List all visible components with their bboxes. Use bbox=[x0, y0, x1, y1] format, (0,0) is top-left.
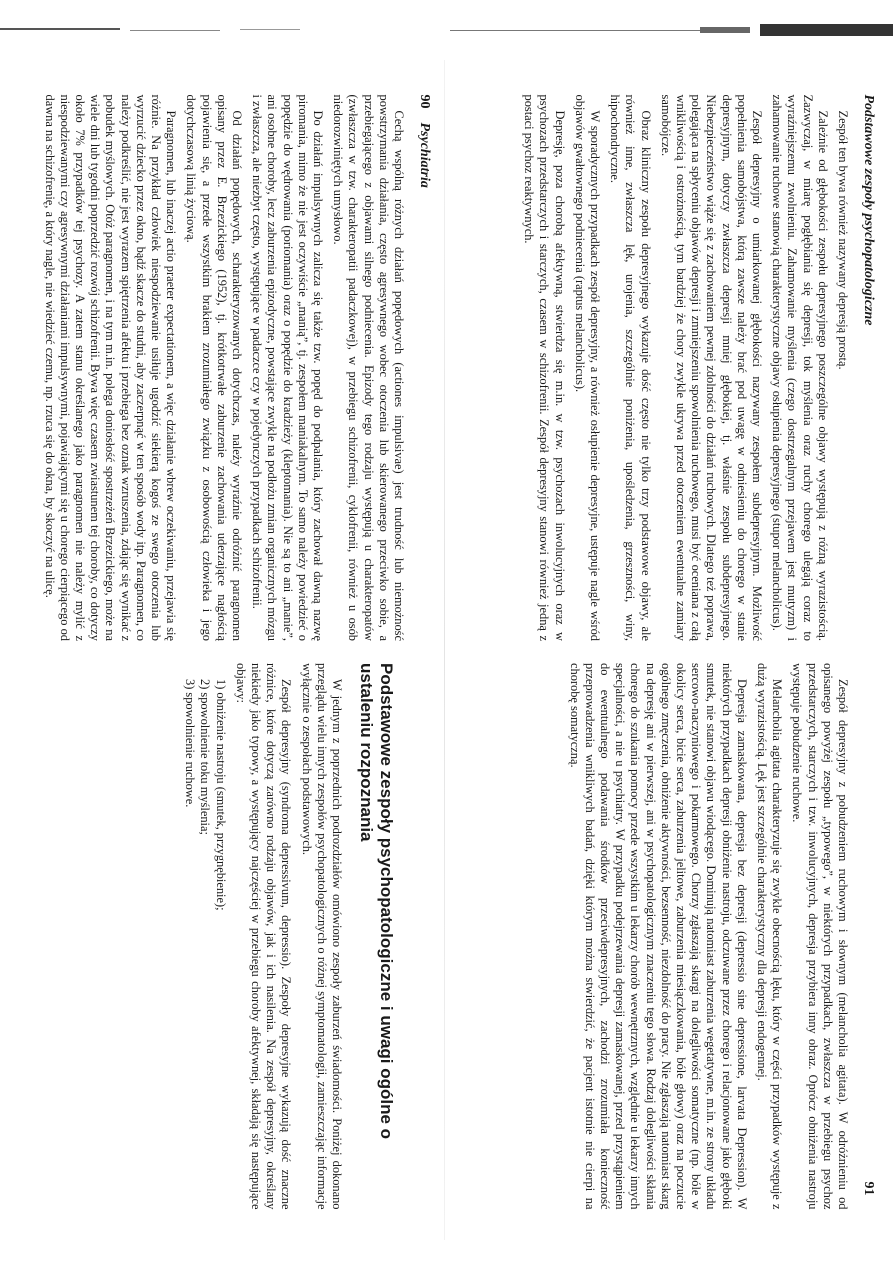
paragraph: Od działań popędowych, scharakteryzowanych dotychczas, należy wyraźnie odróżnić paragnomen opisany przez E. Brzezickiego (1952), tj. krótkotrwałe zaburzenie zachowania uderzające nagłością pojawienia się, a przede wszystkim brakiem zrozumiałego związku z osobowością człowieka i jego dotychczasową linią życiową. bbox=[184, 94, 244, 641]
left-page bbox=[8, 70, 438, 1233]
left-page-column-1 bbox=[16, 94, 406, 641]
list-item: 1) obniżenie nastroju (smutek, przygnębienie); bbox=[213, 678, 228, 911]
paragraph: Depresja zamaskowana, depresja bez depresji (depressio sine depressione, larvata Depression). W niektórych przypadkach depresji obniżenie nastroju, odczuwane przez chorego i relacjonowane jako głęboki smutek, nie stanowi objawu wiodącego. Dominują natomiast zaburzenia wegetatywne, m.in. ze strony układu sercowo-naczyniowego i pokarmowego. Chorzy zgłaszają skargi na dolegliwości somatyczne (np. bóle w okolicy serca, bicie serca, zaburzenia jelitowe, zaburzenia miesiączkowania, bóle głowy) oraz na poczucie ogólnego zmęczenia, obniżenie aktywności, bezsenność, niezdolność do pracy. Nie zgłaszają natomiast skarg na depresję ani w pierwszej, ani w psychopatologicznym znaczeniu tego słowa. Rodzaj dolegliwości skłania chorego do szukania pomocy przede wszystkim u lekarzy chorób wewnętrznych, względnie u lekarzy innych specjalności, a nie u psychiatry. W przypadku podejrzewania depresji zamaskowanej, przed przystąpieniem do ewentualnego podawania środków przeciwdepresyjnych, zachodzi zrozumiała konieczność przeprowadzenia wnikliwych badań, dzięki którym można stwierdzić, że pacjent istotnie nie cierpi na chorobę somatyczną. bbox=[567, 662, 749, 1209]
paragraph: Depresję, poza chorobą afektywną, stwierdza się m.in. w tzw. psychozach inwolucyjnych oraz w psychozach przedstarczych i starczych, czasem w schizofrenii. Zespół depresyjny stanowi również jedną z postaci psychoz reaktywnych. bbox=[522, 94, 567, 641]
list-item: 2) spowolnienie toku myślenia; bbox=[198, 678, 213, 835]
paragraph: Zależnie od głębokości zespołu depresyjnego poszczególne objawy występują z różną wyrazistością. Zazwyczaj, w miarę pogłębiania się depresji, tok myślenia oraz ruchy chorego ulegają coraz to wyraźniejszemu zwolnieniu. Zahamowanie myślenia (czego dostrzegalnym przejawem jest mutyzm) i zahamowanie ruchowe stanowią charakterystyczne objawy osłupienia depresyjnego (stupor melancholicus). bbox=[770, 94, 830, 641]
book-spine-shadow bbox=[444, 60, 445, 1240]
left-page-header bbox=[416, 94, 432, 1209]
right-page-column-1 bbox=[460, 94, 850, 641]
paragraph: Zespół depresyjny z pobudzeniem ruchowym i słownym (melancholia agitata). W odróżnieniu od opisanego powyżej zespołu „typowego”, w niektórych przypadkach, zwłaszcza w przebiegu psychoz przedstarczych, starczych i tzw. inwolucyjnych, depresja przybiera inny obraz. Oprócz obniżenia nastroju występuje pobudzenie ruchowe. bbox=[790, 662, 850, 1209]
right-page-column-2 bbox=[460, 663, 850, 1210]
page-number: 91 bbox=[861, 1181, 876, 1195]
paragraph: Obraz kliniczny zespołu depresyjnego wykazuje dość często nie tylko trzy podstawowe objawy, ale również inne, zwłaszcza lęk, urojenia, szczególnie poniżenia, upośledzenia, grzeszności, winy, hipochondryczne. bbox=[608, 94, 653, 641]
list-item: 3) spowolnienie ruchowe. bbox=[183, 678, 198, 807]
paragraph: Zespół ten bywa również nazywany depresją prostą. bbox=[836, 110, 850, 370]
page-number: 90 bbox=[417, 94, 432, 108]
scan-edge-artifact bbox=[0, 22, 893, 40]
paragraph: W jednym z poprzednich podrozdziałów omówiono zespoły zaburzeń świadomości. Poniżej dokonano przeglądu wielu innych zespołów psychopatologicznych o różnej symptomatologii, zamieszczając informacje wyłącznie o zespołach podstawowych. bbox=[299, 662, 344, 1209]
symptom-list bbox=[182, 663, 228, 1210]
paragraph: Zespół depresyjny (syndroma depressivum, depressio). Zespoły depresyjne wykazują dość znaczne różnice, które dotyczą zarówno rodzaju objawów, jak i ich nasilenia. Na zespół depresyjny, określany niekiedy jako typowy, a występujący najczęściej w przebiegu choroby afektywnej, składają się następujące objawy: bbox=[233, 662, 294, 1209]
running-head: Podstawowe zespoły psychopatologiczne bbox=[861, 94, 876, 325]
left-page-column-2 bbox=[16, 663, 406, 1210]
paragraph: Zespół depresyjny o umiarkowanej głębokości nazywany zespołem subdepresyjnym. Możliwość popełnienia samobójstwa, którą zawsze należy brać pod uwagę w odniesieniu do chorego w stanie depresyjnym, dotyczy zwłaszcza depresji mniej głębokiej, tj. właśnie zespołu subdepresyjnego. Niebezpieczeństwo wiąże się z zachowaniem pewnej zdolności do działań ruchowych. Dlatego też poprawa, polegająca na spłyceniu objawów depresji i zmniejszeniu spowolnienia ruchowego, musi być oceniana z całą wnikliwością i ostrożnością, tym bardziej że chory zwykle ukrywa przed otoczeniem ewentualne zamiary samobójcze. bbox=[658, 94, 764, 641]
section-title: Podstawowe zespoły psychopatologiczne i uwagi ogólne o ustaleniu rozpoznania bbox=[357, 662, 396, 1139]
right-page-header bbox=[860, 94, 876, 1209]
paragraph: W sporadycznych przypadkach zespół depresyjny, a również osłupienie depresyjne, ustępuje nagle wśród objawów gwałtownego podniecenia (raptus melancholicus). bbox=[572, 94, 602, 641]
right-page bbox=[452, 70, 882, 1233]
paragraph: Do działań impulsywnych zalicza się także tzw. popęd do podpalania, który zachował dawną nazwę piromania, mimo że nie jest oczywiście „manią”, tj. zespołem maniakalnym. To samo należy powiedzieć o popędzie do wędrowania (poriomania) oraz o popędzie do kradzieży (kleptomania). Nie są to ani „manie”, ani osobne choroby, lecz zaburzenia epizodyczne, powstające zwykle na podłożu zmian organicznych mózgu i zwłaszcza, ale niezbyt często, występujące w padaczce czy w pojedynczych przypadkach schizofrenii. bbox=[250, 94, 325, 641]
paragraph: Paragnomen, lub inaczej actio praeter expectationem, a więc działanie wbrew oczekiwaniu, przejawia się różnie. Na przykład człowiek niespodziewanie usiłuje ugodzić siekierą kogoś ze swego otoczenia lub wyrzucić dziecko przez okno, bądź skacze do studni, aby zaczerpnąć w ten sposób wody itp. Paragnomen, co należy podkreślić, nie jest wyrazem spiętrzenia afektu i przebiega bez oznak wzruszenia, zdając się wynikać z pobudek myślowych. Otóż paragnomen, i na tym m.in. polega doniosłość spostrzeżeń Brzezickiego, może na wiele dni lub tygodni poprzedzić rozwój schizofrenii. Bywa więc czasem zwiastunem tej choroby, co dotyczy około 7% przypadków tej psychozy. A zatem stanu określanego jako paragnomen nie należy mylić z niespodziewanymi czy agresywnymi działaniami impulsywnymi, pojawiającymi się u chorego cierpiącego od dawna na schizofrenię, a który nagle, nie wiedzieć czemu, np. rzuca się do okna, by skoczyć na ulicę. bbox=[42, 94, 179, 641]
paragraph: Cechą wspólną różnych działań popędowych (actiones impulsivae) jest trudność lub niemożność powstrzymania działania, często agresywnego wobec otoczenia lub skierowanego przeciwko sobie, a przebiegającego z objawami silnego podniecenia. Epizody tego rodzaju występują u charakteropatów (zwłaszcza w tzw. charakteropatii padaczkowej), w przebiegu schizofrenii, cyklofrenii, również u osób niedorozwiniętych umysłowo. bbox=[331, 94, 406, 641]
paragraph: Melancholia agitata charakteryzuje się zwykle obecnością lęku, który w części przypadków występuje z dużą wyrazistością. Lęk jest szczególnie charakterystyczny dla depresji endogennej. bbox=[754, 662, 785, 1209]
running-head: Psychiatria bbox=[417, 122, 432, 188]
